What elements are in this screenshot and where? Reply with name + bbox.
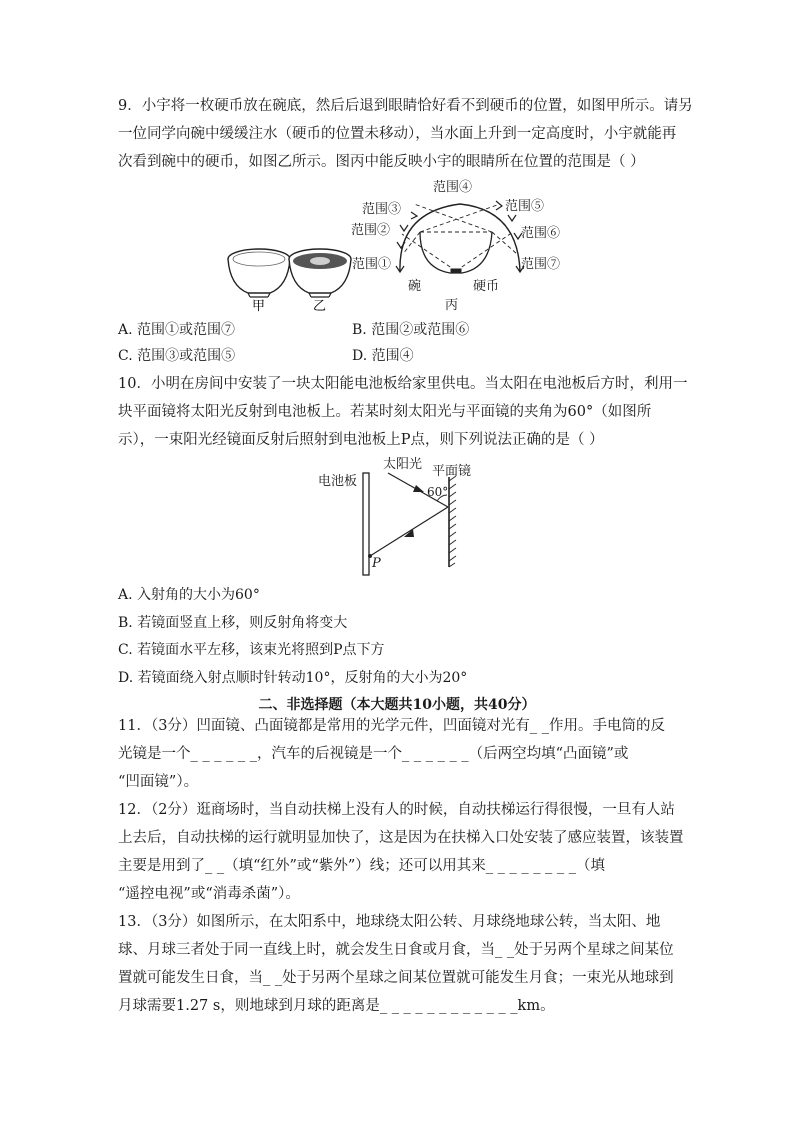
q12-line-1: 12．（2分）逛商场时，当自动扶梯上没有人的时候，自动扶梯运行得很慢，一旦有人站: [118, 802, 675, 818]
bowl-yi-figure: [289, 249, 351, 314]
q10-option-a[interactable]: A. 入射角的大小为60°: [118, 587, 260, 603]
angle-label: 60°: [427, 485, 449, 499]
solar-panel-shape: [363, 473, 369, 575]
range-5-label: 范围⑤: [505, 199, 545, 214]
q12-line-3: 主要是用到了_ _（填“红外”或“紫外”）线；还可以用其来_ _ _ _ _ _ _ _（填: [118, 858, 606, 874]
q9-option-a[interactable]: A. 范围①或范围⑦: [118, 322, 236, 338]
q9-option-b[interactable]: B. 范围②或范围⑥: [352, 322, 470, 338]
q11-line-1: 11．（3分）凹面镜、凸面镜都是常用的光学元件，凹面镜对光有_ _作用。手电筒的反: [118, 718, 666, 734]
range-3-label: 范围③: [362, 202, 402, 217]
q11-line-2: 光镜是一个_ _ _ _ _ _，汽车的后视镜是一个_ _ _ _ _ _（后两空均填“凸面镜”或: [118, 746, 629, 762]
q9-line-1: 9．小宇将一枚硬币放在碗底，然后后退到眼睛恰好看不到硬币的位置，如图甲所示。请另: [118, 98, 693, 114]
q13-line-1: 13．（3分）如图所示，在太阳系中，地球绕太阳公转、月球绕地球公转，当太阳、地: [118, 914, 661, 930]
q13-line-3: 置就可能发生日食，当_ _处于另两个星球之间某位置就可能发生月食；一束光从地球到: [118, 970, 674, 986]
q10-option-b[interactable]: B. 若镜面竖直上移，则反射角将变大: [118, 615, 348, 631]
q13-line-4: 月球需要1.27 s，则地球到月球的距离是_ _ _ _ _ _ _ _ _ _ _ _km。: [118, 998, 555, 1014]
coin-label: 硬币: [473, 279, 500, 294]
mirror-label: 平面镜: [432, 464, 472, 479]
q10-option-c[interactable]: C. 若镜面水平左移，该束光将照到P点下方: [118, 642, 385, 658]
q10-line-1: 10．小明在房间中安装了一块太阳能电池板给家里供电。当太阳在电池板后方时，利用一: [118, 376, 688, 392]
range-6-label: 范围⑥: [521, 226, 561, 241]
reflected-ray: [370, 507, 448, 556]
q9-figure: [0, 176, 794, 316]
range-1-label: 范围①: [352, 257, 392, 272]
q12-line-2: 上去后，自动扶梯的运行就明显加快了，这是因为在扶梯入口处安装了感应装置，该装置: [118, 830, 684, 846]
range-2-label: 范围②: [351, 223, 391, 238]
q10-option-d[interactable]: D. 若镜面绕入射点顺时针转动10°，反射角的大小为20°: [118, 670, 468, 686]
range-7-label: 范围⑦: [521, 257, 561, 272]
label-yi: 乙: [313, 299, 327, 314]
sunlight-label: 太阳光: [383, 457, 423, 472]
point-p-label: P: [372, 556, 381, 571]
q9-option-c[interactable]: C. 范围③或范围⑤: [118, 348, 236, 364]
q11-line-3: “凹面镜”）。: [118, 774, 199, 790]
label-jia: 甲: [252, 299, 266, 314]
bowl-label: 碗: [408, 279, 422, 294]
label-bing: 丙: [445, 298, 459, 313]
panel-label: 电池板: [318, 474, 358, 489]
q9-option-d[interactable]: D. 范围④: [352, 348, 414, 364]
q13-line-2: 球、月球三者处于同一直线上时，就会发生日食或月食，当_ _处于另两个星球之间某位: [118, 942, 674, 958]
section-2-heading: 二、非选择题（本大题共10小题，共40分）: [258, 697, 536, 713]
q10-figure: [0, 455, 794, 580]
q9-line-2: 一位同学向碗中缓缓注水（硬币的位置未移动），当水面上升到一定高度时，小宇就能再: [118, 126, 677, 142]
range-labels: [351, 180, 560, 313]
q12-line-4: “遥控电视”或“消毒杀菌”）。: [118, 886, 300, 902]
q10-line-2: 块平面镜将太阳光反射到电池板上。若某时刻太阳光与平面镜的夹角为60°（如图所: [118, 404, 652, 420]
range-4-label: 范围④: [433, 180, 473, 195]
q10-line-3: 示），一束阳光经镜面反射后照射到电池板上P点，则下列说法正确的是（ ）: [118, 432, 604, 448]
bowl-jia-figure: [228, 249, 290, 314]
q9-line-3: 次看到碗中的硬币，如图乙所示。图丙中能反映小宇的眼睛所在位置的范围是（ ）: [118, 154, 645, 170]
